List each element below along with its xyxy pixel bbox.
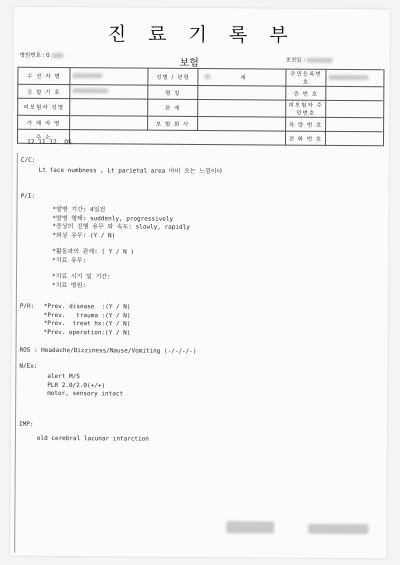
union-name-cell xyxy=(198,85,286,100)
medical-record-page xyxy=(10,7,390,559)
pi-line: *발병 기간: 4일전 xyxy=(52,205,106,214)
phone-cell xyxy=(325,131,383,145)
pi-line: *외상 유무: (Y / N) xyxy=(52,231,116,239)
address-label: 주 소 xyxy=(17,129,69,143)
imp-heading: IMP: xyxy=(18,420,34,428)
relation-cell xyxy=(198,99,286,117)
pi-line: *치료 유무: xyxy=(52,256,87,264)
cert-number-cell xyxy=(326,86,384,100)
nex-list xyxy=(47,373,123,399)
document-title: 진 료 기 록 부 xyxy=(107,23,296,47)
margin-line xyxy=(14,153,18,553)
redacted-name xyxy=(72,73,102,78)
redacted-union-code xyxy=(72,88,108,93)
nex-line: motor, sensory intact xyxy=(47,389,124,398)
vehicle-number-label: 차 량 번 호 xyxy=(286,117,326,131)
patient-name-cell xyxy=(70,68,148,86)
pi-line: *치료 병원: xyxy=(51,281,87,289)
offender-label: 가 해 자 명 xyxy=(18,115,70,129)
pi-line: *활동과의 관계: ( Y / N ) xyxy=(52,247,134,256)
relation-label: 관 계 xyxy=(148,99,198,116)
redacted-signature xyxy=(226,521,274,533)
redacted-resident-number xyxy=(328,74,368,79)
redacted-sex xyxy=(204,74,210,79)
redacted-hospital-number xyxy=(51,53,63,58)
resident-number-label: 주민등록번호 xyxy=(286,69,326,86)
vehicle-number-cell xyxy=(326,117,384,131)
union-code-label: 조 합 기 호 xyxy=(18,84,70,98)
pi-heading: P/I: xyxy=(20,192,36,200)
sex-age-label: 성별 / 년령 xyxy=(148,68,198,85)
phone-label: 전 화 번 호 xyxy=(285,131,325,145)
resident-number-cell xyxy=(326,69,384,86)
redacted-first-visit xyxy=(307,58,333,63)
ph-line: *Prev. operation:(Y / N) xyxy=(43,328,131,337)
ph-line: *Prev. trauma :(Y / N) xyxy=(43,311,131,320)
ros-line: ROS : Headache/Dizziness/Nause/Vomiting (-/-/-/-) xyxy=(19,346,197,355)
age-suffix: 세 xyxy=(240,75,246,82)
cc-heading: C/C: xyxy=(20,156,36,164)
hospital-number xyxy=(20,51,64,59)
nex-line: alert M/S xyxy=(47,372,80,381)
insured-id-cell xyxy=(326,100,384,117)
cert-number-label: 증 번 호 xyxy=(286,86,326,100)
sex-age-cell xyxy=(198,68,286,86)
nex-line: PLR 2.0/2.0(+/+) xyxy=(47,381,106,389)
pi-line: *증상의 진행 유무 와 속도: slowly, rapidly xyxy=(52,222,190,231)
imp-text: old cerebral lacunar infarction xyxy=(36,434,149,443)
insurer-cell xyxy=(198,116,286,131)
hospital-number-label: 병원번호 : 0 xyxy=(19,52,50,59)
cc-text xyxy=(39,167,223,177)
first-visit-label: 초진일 : xyxy=(285,57,306,64)
pi-line: *치료 시기 및 기간: xyxy=(52,272,111,281)
insured-name-label: 피보험자 성명 xyxy=(18,98,70,115)
patient-info-table xyxy=(17,67,385,147)
union-name-label: 명 칭 xyxy=(148,85,198,99)
offender-cell xyxy=(70,116,148,131)
nex-heading: N/Ex: xyxy=(19,362,38,370)
ph-line: *Prev. disease :(Y / N) xyxy=(43,302,131,311)
redacted-stamp xyxy=(308,524,368,534)
ph-list xyxy=(44,303,131,338)
patient-name-label: 수 진 자 명 xyxy=(18,67,70,84)
ph-heading: P/H: xyxy=(19,302,35,310)
redacted-signature-area xyxy=(226,520,368,539)
address-cell xyxy=(69,130,285,146)
first-visit-date xyxy=(286,56,333,64)
pi-list xyxy=(52,206,190,291)
ph-line: *Prev. treat hx:(Y / N) xyxy=(43,319,131,328)
table-row xyxy=(17,129,383,146)
visit-date: 12.11.12 OS xyxy=(26,138,72,147)
chief-complaint: Lt face numbness , Lt parietal area 마비 오는 느낌이다 xyxy=(38,166,223,176)
insured-id-label: 피보험자 주민번호 xyxy=(286,100,326,117)
insurer-label: 보 험 회 사 xyxy=(148,116,198,130)
insured-name-cell xyxy=(70,99,148,117)
union-code-cell xyxy=(70,85,148,100)
handwritten-insurance: 보험 xyxy=(179,57,199,69)
pi-line: *발병 형태: suddenly, progressively xyxy=(52,214,174,223)
